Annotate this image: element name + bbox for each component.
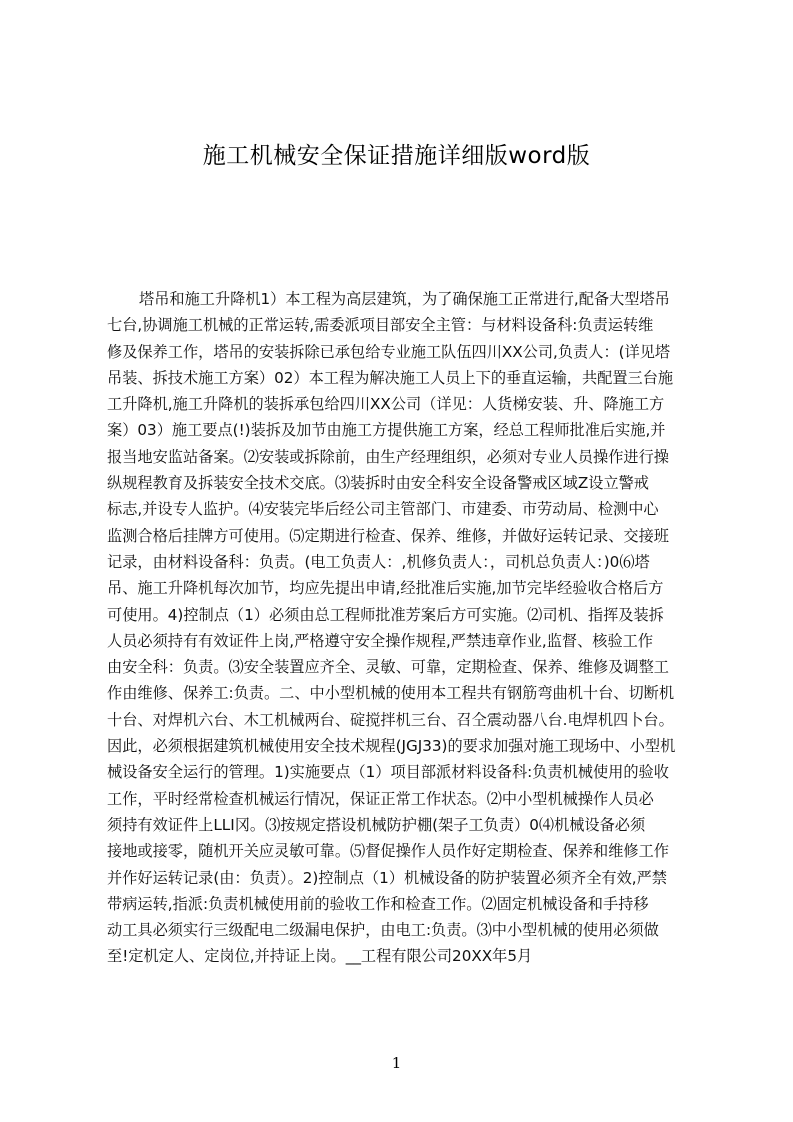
document-title: 施工机械安全保证措施详细版word版 bbox=[202, 143, 591, 169]
body-text-line: 工作，平时经常检查机械运行情况，保证正常工作状态。⑵中小型机械操作人员必 bbox=[107, 789, 654, 808]
document-body bbox=[107, 286, 699, 970]
body-text-line: 标志,并设专人监护。⑷安装完毕后经公司主管部门、市建委、市劳动局、检测中心 bbox=[107, 500, 659, 519]
body-text-line: 并作好运转记录(由：负责）。2)控制点（1）机械设备的防护装置必须齐全有效,严禁 bbox=[107, 868, 667, 887]
body-text-line: 作由维修、保养工:负责。二、中小型机械的使用本工程共有钢筋弯曲机十台、切断机 bbox=[107, 684, 675, 703]
body-text-line: 械设备安全运行的管理。1)实施要点（1）项目部派材料设备科:负责机械使用的验收 bbox=[107, 763, 669, 782]
body-text-line: 可使用。4)控制点（1）必须由总工程师批准芳案后方可实施。⑵司机、指挥及装拆 bbox=[107, 605, 664, 624]
body-text-line: 案）03）施工要点(!)装拆及加节由施工方提供施工方案，经总工程师批准后实施,并 bbox=[107, 421, 666, 440]
body-text-line: 报当地安监站备案。⑵安装或拆除前，由生产经理组织，必须对专业人员操作进行操 bbox=[107, 447, 669, 466]
body-text-line: 接地或接零，随机开关应灵敏可靠。⑸督促操作人员作好定期检查、保养和维修工作 bbox=[107, 842, 669, 861]
body-text-line: 修及保养工作，塔吊的安装拆除已承包给专业施工队伍四川XX公司,负责人：(详见塔 bbox=[107, 342, 671, 361]
body-text-line: 人员必须持有有效证件上岗,严格遵守安全操作规程,严禁违章作业,监督、核验工作 bbox=[107, 631, 654, 650]
body-text-line: 吊、施工升降机每次加节，均应先提出申请,经批准后实施,加节完毕经验收合格后方 bbox=[107, 579, 664, 598]
body-text-line: 因此，必须根据建筑机械使用安全技术规程(JGJ33)的要求加强对施工现场中、小型机 bbox=[107, 737, 676, 756]
body-text-line: 动工具必须实行三级配电二级漏电保护，由电工:负责。⑶中小型机械的使用必须做 bbox=[107, 921, 659, 940]
page-number: 1 bbox=[391, 1054, 402, 1072]
body-text-line: 十台、对焊机六台、木工机械两台、碇搅拌机三台、召仝震动器八台.电焊机四卜台。 bbox=[107, 710, 674, 729]
body-text-line: 工升降机,施工升降机的装拆承包给四川XX公司（详见：人货梯安装、升、降施工方 bbox=[107, 395, 665, 414]
body-text-line: 监测合格后挂牌方可使用。⑸定期进行检查、保养、维修，并做好运转记录、交接班 bbox=[107, 526, 669, 545]
body-text-line: 由安全科：负责。⑶安全装置应齐全、灵敏、可靠，定期检查、保养、维修及调整工 bbox=[107, 658, 669, 677]
body-text-line: 七台,协调施工机械的正常运转,需委派项目部安全主管：与材料设备科:负责运转维 bbox=[107, 316, 654, 335]
body-text-line: 纵规程教育及拆装安全技术交底。⑶装拆时由安全科安全设备警戒区域Z设立警戒 bbox=[107, 474, 649, 493]
body-text-line: 至!定机定人、定岗位,并持证上岗。__工程有限公司20XX年5月 bbox=[107, 947, 533, 966]
body-text-line: 带病运转,指派:负责机械使用前的验收工作和检查工作。⑵固定机械设备和手持移 bbox=[107, 894, 649, 913]
body-text-line: 吊装、拆技术施工方案）02）本工程为解决施工人员上下的垂直运输，共配置三台施 bbox=[107, 368, 674, 387]
body-text-line: 塔吊和施工升降机1）本工程为高层建筑，为了确保施工正常进行,配备大型塔吊 bbox=[139, 290, 670, 308]
body-text-line: 须持有效证件上LLI冈。⑶按规定搭设机械防护棚(架子工负责）0⑷机械设备必须 bbox=[107, 815, 646, 834]
body-text-line: 记录，由材料设备科：负责。(电工负责人：,机修负责人：，司机总负责人：)0⑹塔 bbox=[107, 552, 650, 571]
